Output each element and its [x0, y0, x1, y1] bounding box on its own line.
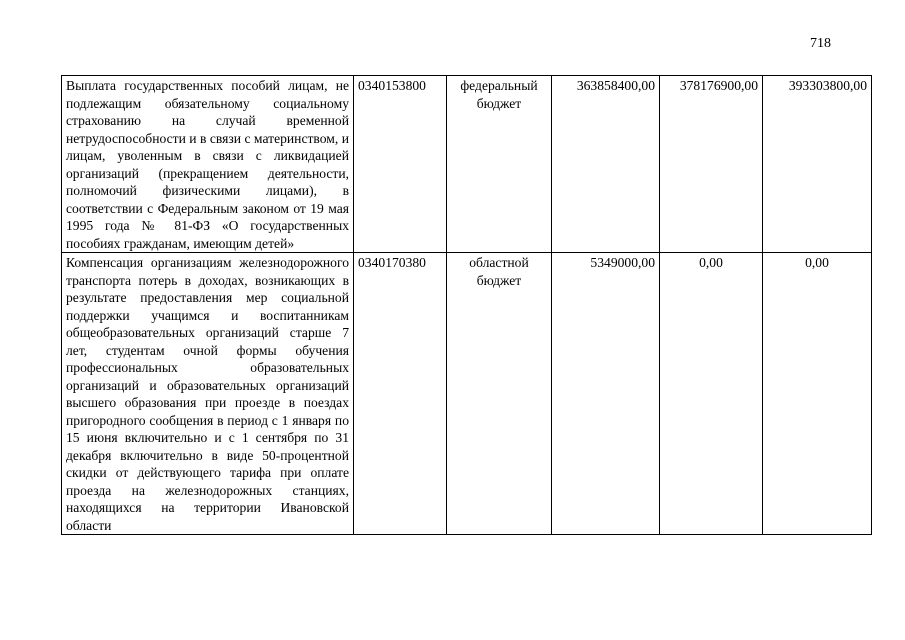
- row-budget: областной бюджет: [447, 253, 552, 535]
- row-budget: федеральный бюджет: [447, 76, 552, 253]
- row-code: 0340170380: [354, 253, 447, 535]
- budget-table: [61, 75, 872, 535]
- row-description: Компенсация организациям железнодорожного транспорта потерь в доходах, возникающих в результате предоставления мер социальной поддержки учащимся и воспитанникам общеобразовательных организаций старше 7 лет, студентам очной формы обучения профессиональных образовательных организаций и образовательных организаций высшего образования при проезде в поездах пригородного сообщения в период с 1 января по 15 июня включительно и с 1 сентября по 31 декабря включительно в виде 50-процентной скидки от действующего тарифа при оплате проезда на железнодорожных станциях, находящихся на территории Ивановской области: [62, 253, 354, 535]
- row-amount-3: 0,00: [763, 253, 872, 535]
- row-amount-1: 5349000,00: [552, 253, 660, 535]
- table-row: [62, 253, 872, 535]
- table-row: [62, 76, 872, 253]
- row-description: Выплата государственных пособий лицам, не подлежащим обязательному социальному страхованию на случай временной нетрудоспособности и в связи с материнством, и лицам, уволенным в связи с ликвидацией организаций (прекращением деятельности, полномочий физическими лицами), в соответствии с Федеральным законом от 19 мая 1995 года № 81-ФЗ «О государственных пособиях гражданам, имеющим детей»: [62, 76, 354, 253]
- page-number: 718: [810, 36, 831, 51]
- row-amount-1: 363858400,00: [552, 76, 660, 253]
- row-amount-3: 393303800,00: [763, 76, 872, 253]
- row-code: 0340153800: [354, 76, 447, 253]
- row-amount-2: 378176900,00: [660, 76, 763, 253]
- row-amount-2: 0,00: [660, 253, 763, 535]
